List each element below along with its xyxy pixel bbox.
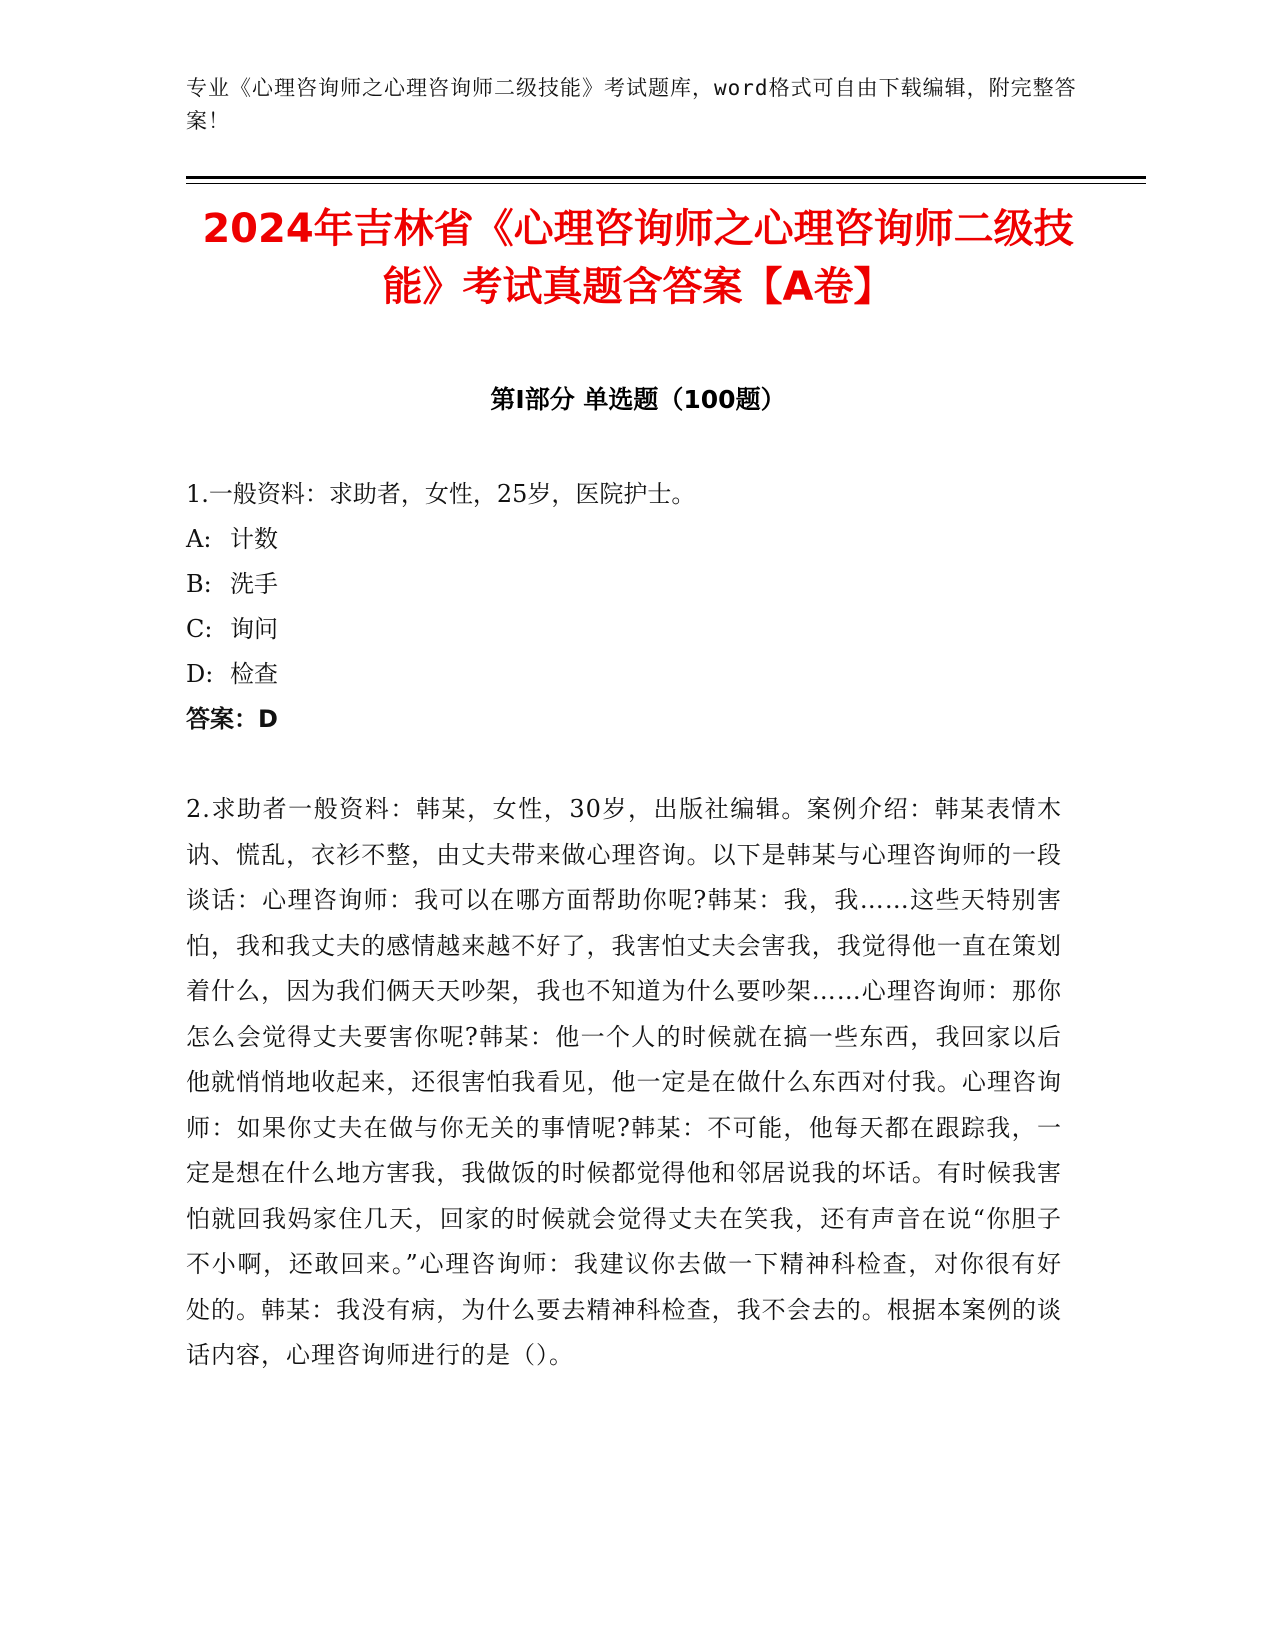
header-divider-thick xyxy=(186,176,1146,179)
question-1-option-d xyxy=(186,652,1066,697)
question-1-stem: 1.一般资料：求助者，女性，25岁，医院护士。 xyxy=(186,480,696,508)
option-b-text: 洗手 xyxy=(230,570,278,598)
option-a-text: 计数 xyxy=(230,525,278,553)
option-b-key: B: xyxy=(186,570,212,598)
option-c-text: 询问 xyxy=(230,615,278,643)
section-title: 第I部分 单选题（100题） xyxy=(490,385,786,414)
question-1-answer: 答案：D xyxy=(186,705,278,733)
option-a-key: A: xyxy=(186,525,212,553)
option-c-key: C: xyxy=(186,615,213,643)
question-2-stem: 2.求助者一般资料：韩某，女性，30岁，出版社编辑。案例介绍：韩某表情木讷、慌乱，衣衫不整，由丈夫带来做心理咨询。以下是韩某与心理咨询师的一段谈话：心理咨询师：我可以在哪方面帮助你呢?韩某：我，我……这些天特别害怕，我和我丈夫的感情越来越不好了，我害怕丈夫会害我，我觉得他一直在策划着什么，因为我们俩天天吵架，我也不知道为什么要吵架……心理咨询师：那你怎么会觉得丈夫要害你呢?韩某：他一个人的时候就在搞一些东西，我回家以后他就悄悄地收起来，还很害怕我看见，他一定是在做什么东西对付我。心理咨询师：如果你丈夫在做与你无关的事情呢?韩某：不可能，他每天都在跟踪我，一定是想在什么地方害我，我做饭的时候都觉得他和邻居说我的坏话。有时候我害怕就回我妈家住几天，回家的时候就会觉得丈夫在笑我，还有声音在说“你胆子不小啊，还敢回来。”心理咨询师：我建议你去做一下精神科检查，对你很有好处的。韩某：我没有病，为什么要去精神科检查，我不会去的。根据本案例的谈话内容，心理咨询师进行的是（）。 xyxy=(186,795,1062,1369)
question-1 xyxy=(186,472,1066,742)
question-1-option-b xyxy=(186,562,1066,607)
question-1-option-c xyxy=(186,607,1066,652)
option-d-text: 检查 xyxy=(230,660,278,688)
option-d-key: D: xyxy=(186,660,214,688)
document-title: 2024年吉林省《心理咨询师之心理咨询师二级技能》考试真题含答案【A卷】 xyxy=(202,206,1074,310)
question-1-option-a xyxy=(186,517,1066,562)
header-divider-thin xyxy=(186,183,1146,184)
header-note: 专业《心理咨询师之心理咨询师二级技能》考试题库，word格式可自由下载编辑，附完整答案！ xyxy=(186,76,1077,133)
